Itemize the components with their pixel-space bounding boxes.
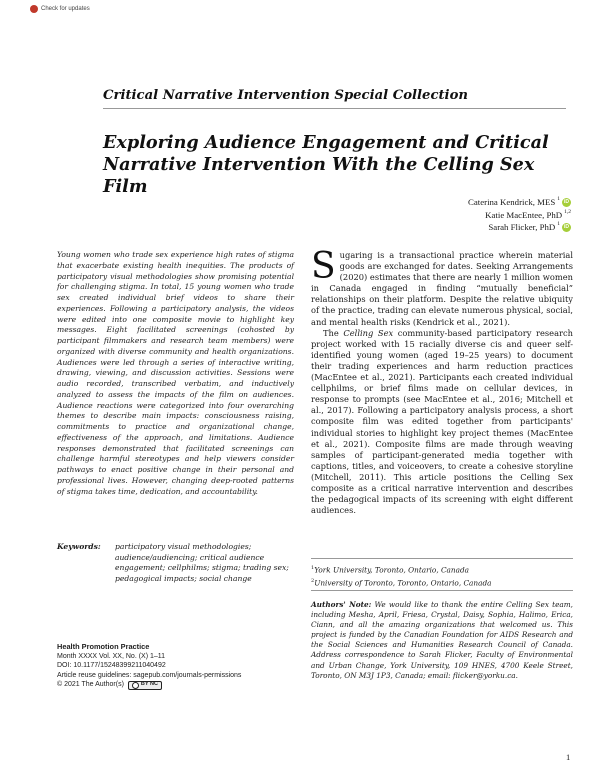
drop-cap: S (311, 246, 336, 287)
orcid-icon[interactable]: iD (564, 198, 569, 205)
cc-license-badge[interactable] (128, 681, 162, 690)
authors-note (311, 600, 573, 681)
check-updates-label: Check for updates (41, 6, 90, 12)
author-entry (468, 221, 571, 234)
abstract: Young women who trade sex experience high rates of stigma that exacerbate existing health inequities. The products of participatory visual methodologies show promising potential for challenging stigma. In total, 15 young women who trade sex created individual brief videos to share their experiences. Following a participatory analysis, the videos were edited into one composite movie to highlight key messages. Eight facilitated screenings (cohosted by participant filmmakers and research team members) were organized with diverse community and health organizations. Audiences were led through a series of interactive writing, drawing, viewing, and discussion activities. Sessions were audio recorded, transcribed verbatim, and inductively analyzed to assess the impacts of the film on audiences. Audience reactions were categorized into four overarching themes to describe main impacts: consciousness raising, commitments to practice and organizational change, effectiveness of the approach, and limitations. Audience responses demonstrated that facilitated screenings can challenge harmful stereotypes and help viewers consider pathways to enact positive change in their personal and professional lives. However, changing deep-rooted patterns of stigma takes time, dedication, and accountability. (57, 250, 294, 496)
journal-name: Health Promotion Practice (57, 642, 150, 651)
keywords-text: participatory visual methodologies; audience/audiencing; critical audience engagement; cellphilms; stigma; trading sex; pedagogical impacts; social change (115, 542, 289, 583)
header-divider (103, 108, 566, 109)
article-body (311, 246, 573, 516)
body-paragraph (311, 328, 573, 517)
creative-commons-icon (132, 682, 139, 689)
journal-doi[interactable]: DOI: 10.1177/15248399211040492 (57, 662, 166, 670)
collection-title: Critical Narrative Intervention Special Collection (103, 88, 468, 103)
body-paragraph (311, 246, 573, 328)
affiliation-text: University of Toronto, Toronto, Ontario, Canada (314, 578, 492, 588)
author-name: Katie MacEntee, PhD (485, 209, 563, 220)
page-number: 1 (566, 752, 571, 762)
author-entry (468, 196, 571, 209)
affiliations (311, 563, 573, 588)
crossmark-icon (30, 5, 38, 13)
keywords-label: Keywords: (57, 542, 101, 551)
notes-divider (311, 590, 573, 591)
orcid-icon[interactable]: iD (564, 223, 569, 230)
title-line-2: Narrative Intervention With the Celling Sex Film (103, 154, 535, 197)
journal-reuse[interactable]: Article reuse guidelines: sagepub.com/journals-permissions (57, 671, 242, 679)
author-name: Caterina Kendrick, MES (468, 197, 556, 207)
author-entry (468, 209, 571, 222)
author-name: Sarah Flicker, PhD (488, 222, 556, 233)
affiliation-marker: 1 (311, 565, 315, 571)
affiliation-item (311, 563, 573, 576)
body-paragraph-2-text: community-based participatory research project worked with 15 racially diverse cis and queer self-identified young women (aged 19–25 years) to document their trading experiences and harm reduction practices (MacEntee et al., 2021). Participants each created individual cellphilms, or brief films made on cellular devices, in response to prompts (see MacEntee et al., 2016; Mitchell et al., 2017). Following a participatory analysis process, a short composite film was edited together from participants' individual stories to highlight key project themes (MacEntee et al., 2021). Composite films are made through weaving samples of participant-generated media together with captions, titles, and voiceovers, to create a cohesive storyline (Mitchell, 2011). This article positions the Celling Sex composite as a critical narrative intervention and describes the pedagogical impacts of its screening with eight different audiences. (311, 327, 573, 516)
affiliation-text: York University, Toronto, Ontario, Canada (314, 565, 469, 575)
affiliation-marker: 2 (311, 577, 315, 584)
journal-info (57, 642, 297, 690)
body-paragraph-1-text: ugaring is a transactional practice wherein material goods are exchanged for dates. Seeking Arrangements (2020) estimates that there are nearly 1 million women in Canada engaged in finding “mutually beneficial” relationships on their platform. Despite the relative ubiquity of the practice, trading can elevate numerous physical, social, and mental health risks (Kendrick et al., 2021). (311, 250, 573, 327)
affiliation-divider (311, 558, 573, 559)
authors-note-label: Authors' Note: (311, 600, 372, 609)
body-paragraph-2-pre: The (323, 327, 344, 338)
author-affiliation-marker: 1 (557, 196, 560, 202)
article-title (103, 132, 573, 198)
title-line-1: Exploring Audience Engagement and Critical (103, 132, 549, 153)
copyright-row (57, 680, 297, 690)
author-affiliation-marker: 1,2 (564, 208, 571, 215)
affiliation-item (311, 576, 573, 589)
author-list (468, 196, 571, 234)
check-for-updates-badge[interactable] (30, 5, 90, 13)
journal-issue: Month XXXX Vol. XX, No. (X) 1–11 (57, 652, 166, 660)
keywords-block (57, 542, 294, 584)
authors-note-text: We would like to thank the entire Celling Sex team, including Mesha, April, Friesa, Crystal, Daisy, Sophia, Halimo, Erica, Ciann, and all the amazing organizations that welcomed us. This project is funded by the Canadian Foundation for AIDS Research and the Social Sciences and Humanities Research Council of Canada. Address correspondence to Sarah Flicker, Faculty of Environmental and Urban Change, York University, 109 HNES, 4700 Keele Street, Toronto, ON M3J 1P3, Canada; email: flicker@yorku.ca. (311, 600, 573, 680)
journal-copyright: © 2021 The Author(s) (57, 681, 124, 689)
cc-license-label: BY NC (140, 681, 158, 688)
author-affiliation-marker: 1 (557, 221, 560, 228)
project-name: Celling Sex (343, 327, 394, 338)
